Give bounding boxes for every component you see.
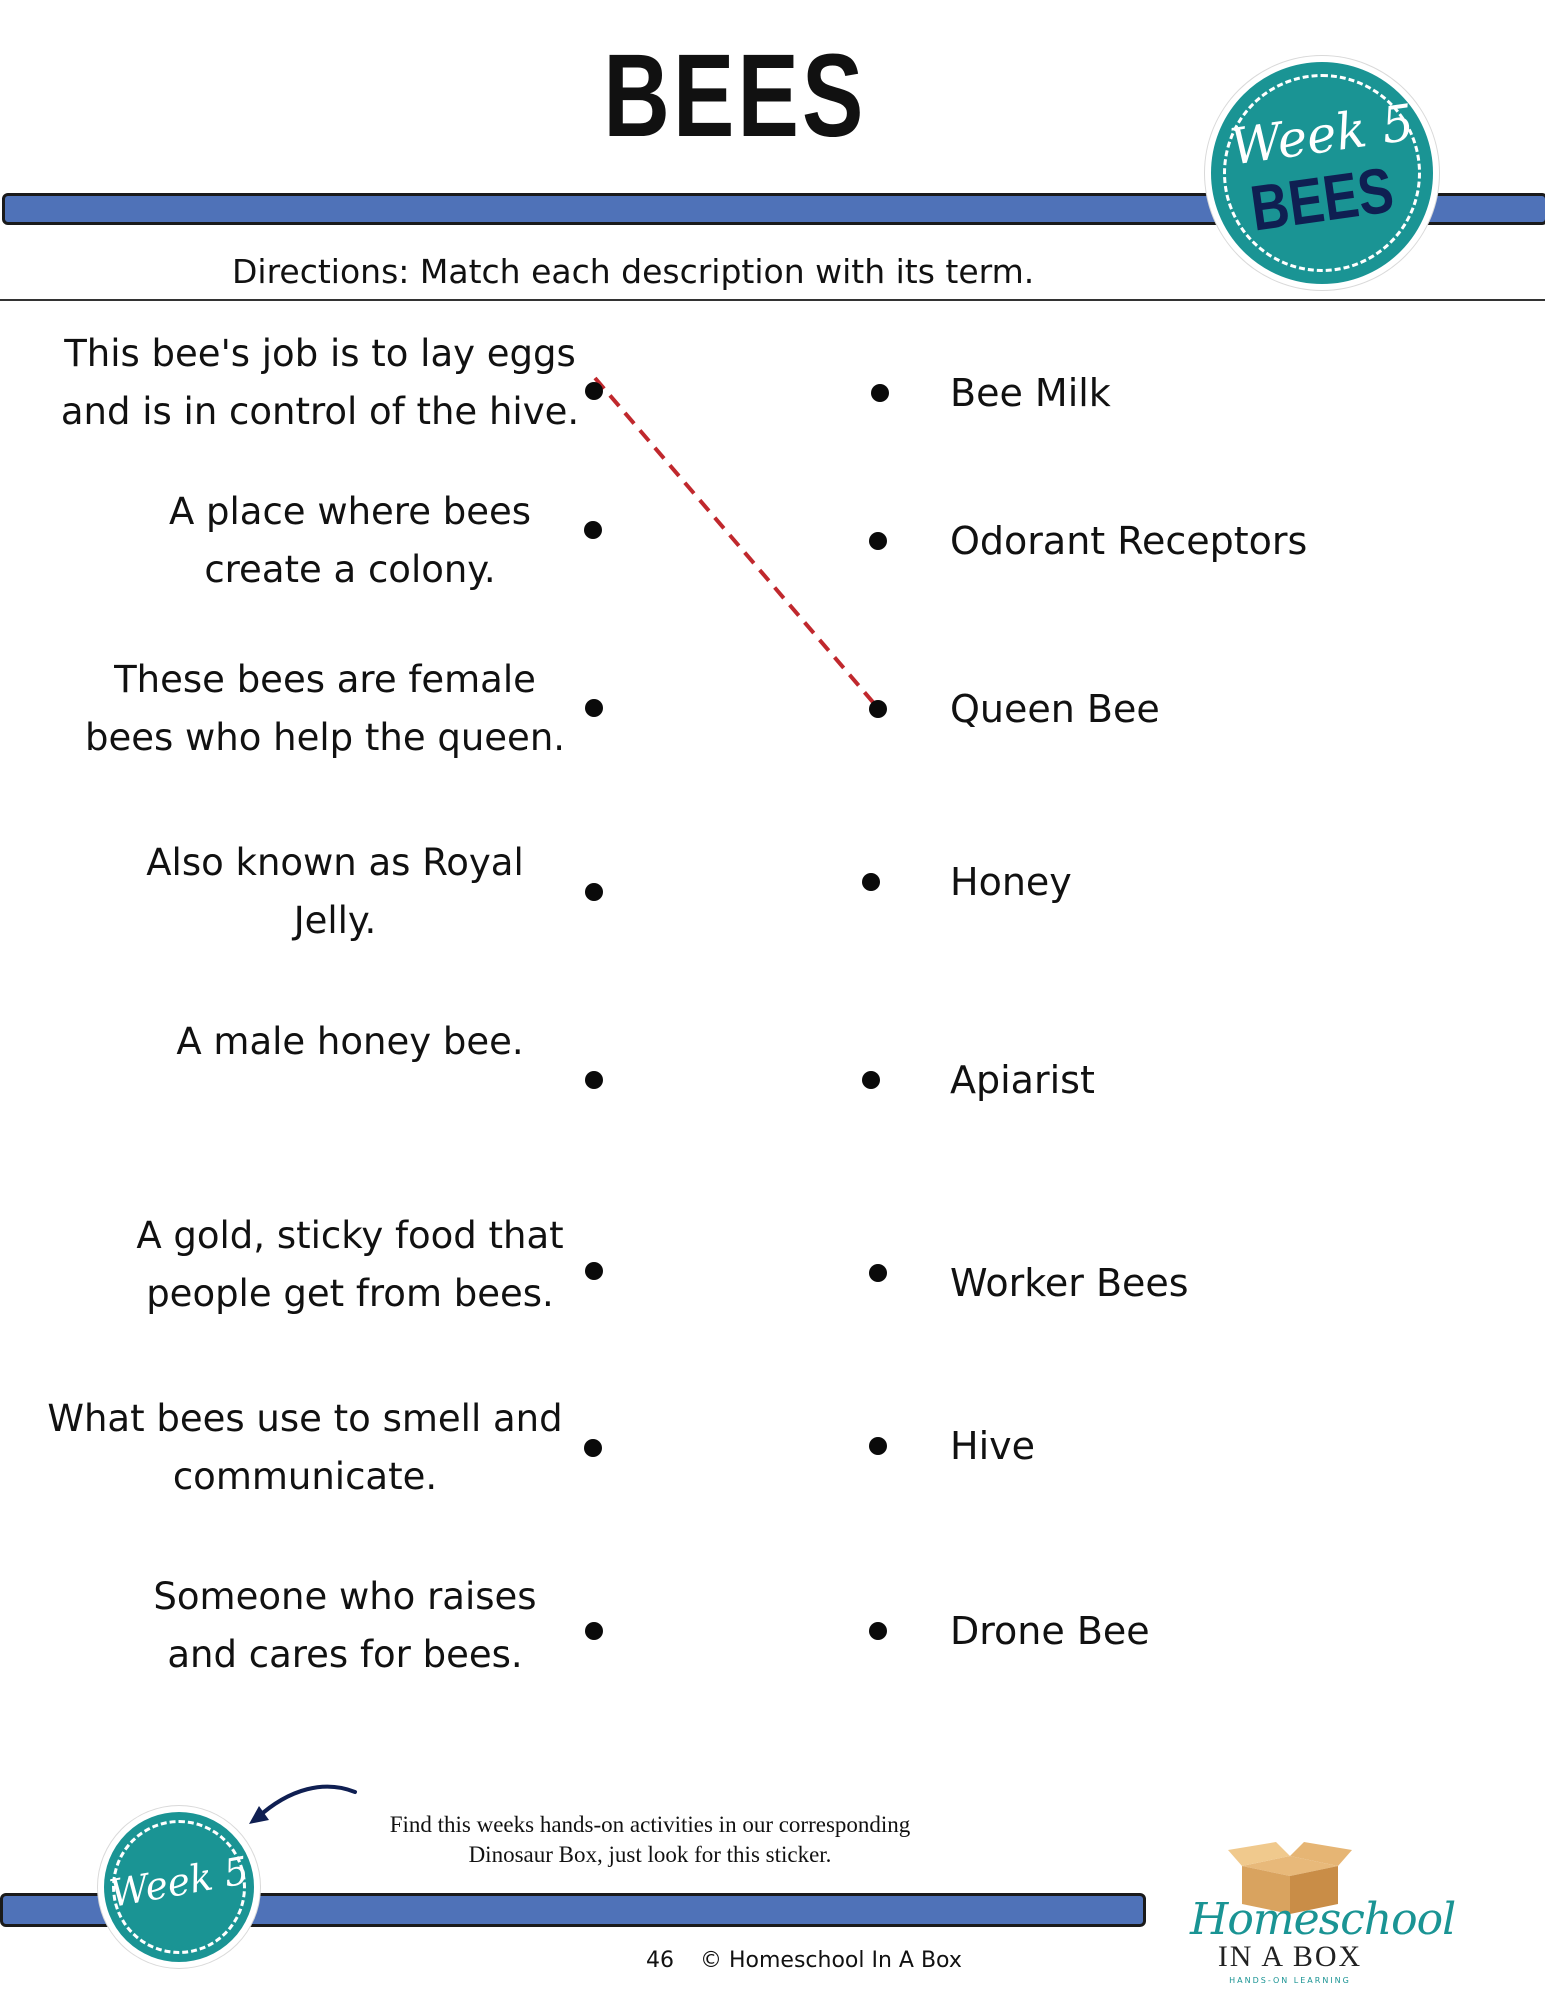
description-dot-6[interactable] (585, 1262, 603, 1280)
description-dot-5[interactable] (585, 1071, 603, 1089)
badge-week-label: Week 5 (1226, 93, 1418, 177)
description-dot-2[interactable] (584, 521, 602, 539)
description-3-line2: bees who help the queen. (84, 716, 566, 759)
term-dot-4[interactable] (862, 873, 880, 891)
description-3 (35, 651, 615, 767)
term-dot-5[interactable] (862, 1071, 880, 1089)
description-2-line2: create a colony. (204, 548, 496, 591)
description-7-line1: What bees use to smell and (47, 1397, 563, 1440)
description-7 (15, 1390, 595, 1506)
term-6: Worker Bees (950, 1261, 1189, 1305)
description-8-line1: Someone who raises (153, 1575, 537, 1618)
term-4: Honey (950, 860, 1072, 904)
homeschool-in-a-box-logo (1190, 1836, 1456, 1996)
term-7: Hive (950, 1424, 1035, 1468)
term-dot-7[interactable] (869, 1437, 887, 1455)
footer-note-line1: Find this weeks hands-on activities in our corresponding (389, 1812, 911, 1837)
copyright: © Homeschool In A Box (700, 1948, 962, 1973)
logo-script-text: Homeschool (1190, 1894, 1456, 1945)
term-3: Queen Bee (950, 687, 1160, 731)
badge-topic-label: BEES (1246, 153, 1398, 245)
week-sticker-badge (98, 1806, 260, 1968)
logo-tagline: HANDS-ON LEARNING (1229, 1976, 1351, 1985)
description-4 (45, 834, 625, 950)
description-dot-4[interactable] (585, 883, 603, 901)
description-1-line2: and is in control of the hive. (60, 390, 580, 433)
footer-note (330, 1810, 970, 1870)
description-dot-7[interactable] (584, 1439, 602, 1457)
description-1-line1: This bee's job is to lay eggs (64, 332, 576, 375)
description-7-line2: communicate. (172, 1455, 438, 1498)
page-number: 46 (646, 1948, 674, 1973)
description-dot-1[interactable] (585, 382, 603, 400)
description-1 (30, 325, 610, 441)
term-dot-3[interactable] (869, 700, 887, 718)
description-dot-3[interactable] (585, 699, 603, 717)
term-8: Drone Bee (950, 1609, 1150, 1653)
term-5: Apiarist (950, 1058, 1095, 1102)
sticker-week-label: Week 5 (106, 1848, 252, 1916)
description-6 (60, 1207, 640, 1323)
description-6-line2: people get from bees. (146, 1272, 554, 1315)
term-dot-6[interactable] (869, 1264, 887, 1282)
description-6-line1: A gold, sticky food that (136, 1214, 564, 1257)
description-3-line1: These bees are female (114, 658, 536, 701)
description-2 (60, 483, 640, 599)
description-2-line1: A place where bees (168, 490, 532, 533)
term-2: Odorant Receptors (950, 519, 1308, 563)
term-dot-8[interactable] (869, 1622, 887, 1640)
description-5-line1: A male honey bee. (176, 1020, 524, 1063)
footer-note-line2: Dinosaur Box, just look for this sticker. (468, 1842, 832, 1867)
term-dot-1[interactable] (871, 384, 889, 402)
term-dot-2[interactable] (869, 532, 887, 550)
description-8 (55, 1568, 635, 1684)
description-dot-8[interactable] (585, 1622, 603, 1640)
directions-text: Directions: Match each description with its term. (232, 252, 1035, 291)
page-title: BEES (603, 30, 867, 162)
term-1: Bee Milk (950, 371, 1111, 415)
description-8-line2: and cares for bees. (167, 1633, 523, 1676)
description-4-line2: Jelly. (293, 899, 377, 942)
description-5 (60, 1013, 640, 1071)
logo-box-text: IN A BOX (1217, 1940, 1363, 1973)
description-4-line1: Also known as Royal (146, 841, 524, 884)
